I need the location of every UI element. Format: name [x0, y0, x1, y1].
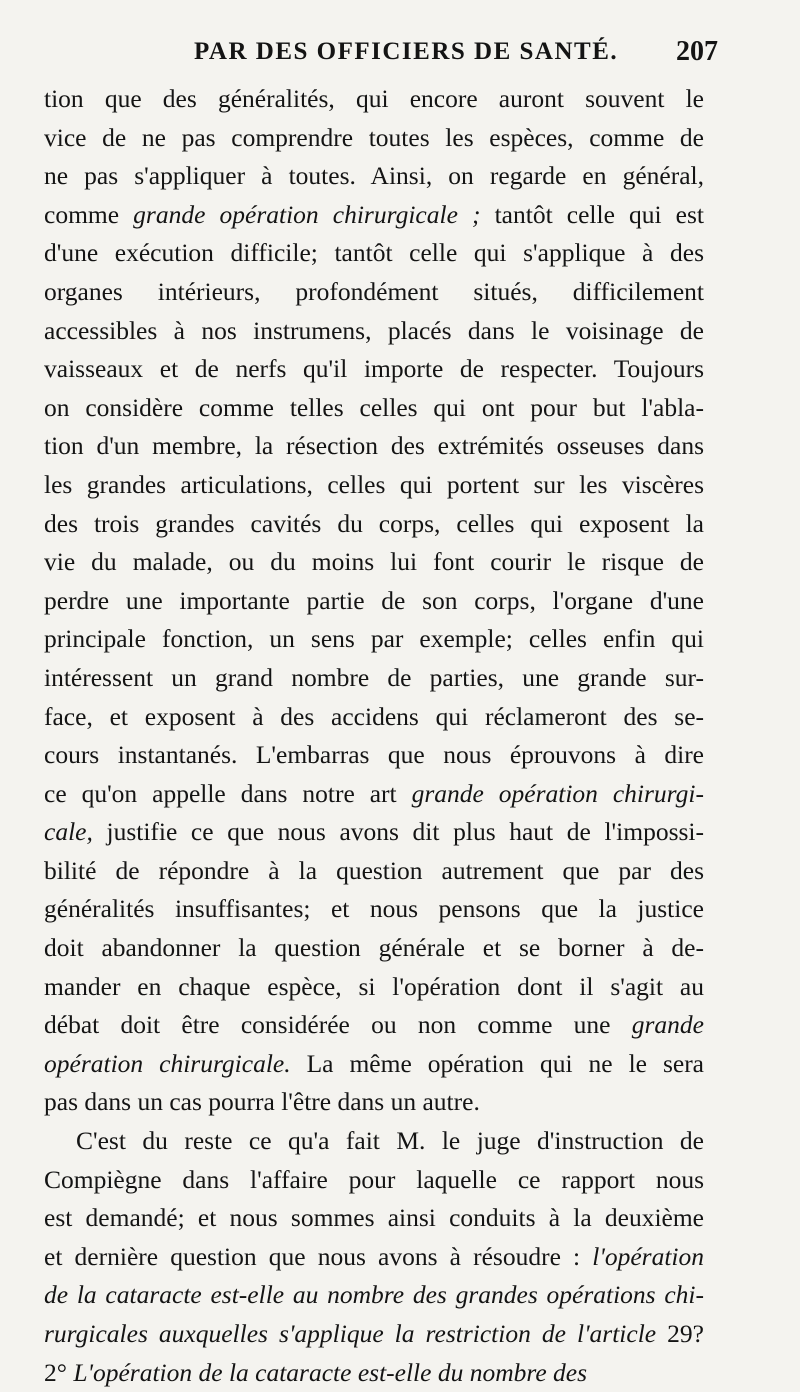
text-segment: vie du malade, ou du moins lui font courir le risque de	[44, 547, 704, 577]
text-line	[44, 1083, 704, 1122]
text-line	[44, 119, 704, 158]
text-segment: tantôt celle qui est	[480, 199, 704, 229]
text-segment: des trois grandes cavités du corps, celles qui exposent la	[44, 508, 704, 538]
italic-segment: l'opération	[592, 1241, 704, 1271]
text-line	[44, 1045, 704, 1084]
italic-segment: grande	[631, 1010, 704, 1040]
text-segment: débat doit être considérée ou non comme une	[44, 1010, 632, 1040]
italic-segment: rurgicales auxquelles s'applique la restriction de l'article	[44, 1319, 657, 1348]
text-segment: et dernière question que nous avons à résoudre :	[44, 1241, 593, 1271]
text-line	[44, 312, 704, 351]
text-segment: principale fonction, un sens par exemple; celles enfin qui	[44, 624, 704, 654]
text-line	[44, 427, 704, 466]
text-line	[44, 1122, 704, 1161]
text-segment: face, et exposent à des accidens qui réclameront des se-	[44, 701, 704, 731]
text-line	[44, 813, 704, 852]
text-segment: tion d'un membre, la résection des extrémités osseuses dans	[44, 431, 704, 461]
text-segment: 2°	[44, 1357, 74, 1387]
text-segment: généralités insuffisantes; et nous pensons que la justice	[44, 894, 704, 924]
text-segment: C'est du reste ce qu'a fait M. le juge d'instruction de	[76, 1126, 704, 1156]
text-segment: tion que des généralités, qui encore auront souvent le	[44, 84, 704, 113]
text-segment: les grandes articulations, celles qui portent sur les viscères	[44, 469, 704, 499]
text-segment: Compiègne dans l'affaire pour laquelle ce rapport nous	[44, 1164, 704, 1194]
text-segment: accessibles à nos instrumens, placés dans le voisinage de	[44, 315, 704, 345]
text-line	[44, 196, 704, 235]
text-line	[44, 350, 704, 389]
text-segment: vaisseaux et de nerfs qu'il importe de respecter. Toujours	[44, 354, 704, 384]
text-line	[44, 80, 704, 119]
text-segment: comme	[44, 199, 134, 229]
text-line	[44, 1199, 704, 1238]
text-segment: 29?	[656, 1319, 704, 1348]
text-segment: bilité de répondre à la question autrement que par des	[44, 855, 704, 885]
text-line	[44, 234, 704, 273]
text-segment: on considère comme telles celles qui ont pour but l'abla-	[44, 392, 704, 422]
text-line	[44, 852, 704, 891]
text-segment: ce qu'on appelle dans notre art	[44, 778, 412, 808]
text-line	[44, 929, 704, 968]
text-segment: justifie ce que nous avons dit plus haut de l'impossi-	[92, 817, 704, 847]
text-line	[44, 659, 704, 698]
text-segment: perdre une importante partie de son corps, l'organe d'une	[44, 585, 704, 615]
text-line	[44, 1276, 704, 1315]
text-line	[44, 968, 704, 1007]
text-segment: est demandé; et nous sommes ainsi conduits à la deuxième	[44, 1203, 704, 1233]
text-line	[44, 466, 704, 505]
text-line	[44, 1006, 704, 1045]
text-line	[44, 698, 704, 737]
running-header	[44, 36, 718, 78]
text-segment: intéressent un grand nombre de parties, une grande sur-	[44, 662, 704, 692]
text-line	[44, 543, 704, 582]
running-title: PAR DES OFFICIERS DE SANTÉ.	[194, 38, 619, 65]
text-line	[44, 582, 704, 621]
italic-segment: grande opération chirurgicale ;	[133, 199, 481, 229]
body-text	[44, 80, 704, 1392]
text-segment: La même opération qui ne le sera	[290, 1048, 704, 1078]
text-segment: doit abandonner la question générale et se borner à de-	[44, 933, 704, 963]
text-line	[44, 1238, 704, 1277]
text-segment: pas dans un cas pourra l'être dans un autre.	[44, 1087, 480, 1117]
text-segment: organes intérieurs, profondément situés, difficilement	[44, 276, 704, 306]
italic-segment: de la cataracte est-elle au nombre des grandes opérations chi-	[44, 1280, 704, 1310]
text-line	[44, 1354, 704, 1392]
italic-segment: opération chirurgicale.	[44, 1048, 291, 1078]
text-line	[44, 157, 704, 196]
text-line	[44, 775, 704, 814]
page-number: 207	[676, 36, 718, 67]
text-line	[44, 389, 704, 428]
text-segment: d'une exécution difficile; tantôt celle qui s'applique à des	[44, 238, 704, 268]
text-line	[44, 1315, 704, 1354]
text-segment: mander en chaque espèce, si l'opération dont il s'agit au	[44, 971, 704, 1001]
text-segment: cours instantanés. L'embarras que nous éprouvons à dire	[44, 740, 704, 770]
text-line	[44, 505, 704, 544]
text-segment: ne pas s'appliquer à toutes. Ainsi, on regarde en général,	[44, 161, 704, 191]
text-segment: vice de ne pas comprendre toutes les espèces, comme de	[44, 122, 704, 152]
text-line	[44, 273, 704, 312]
text-line	[44, 890, 704, 929]
italic-segment: cale,	[44, 817, 93, 847]
text-line	[44, 736, 704, 775]
text-line	[44, 1161, 704, 1200]
italic-segment: grande opération chirurgi-	[411, 778, 704, 808]
italic-segment: L'opération de la cataracte est-elle du nombre des	[73, 1357, 588, 1387]
text-line	[44, 620, 704, 659]
